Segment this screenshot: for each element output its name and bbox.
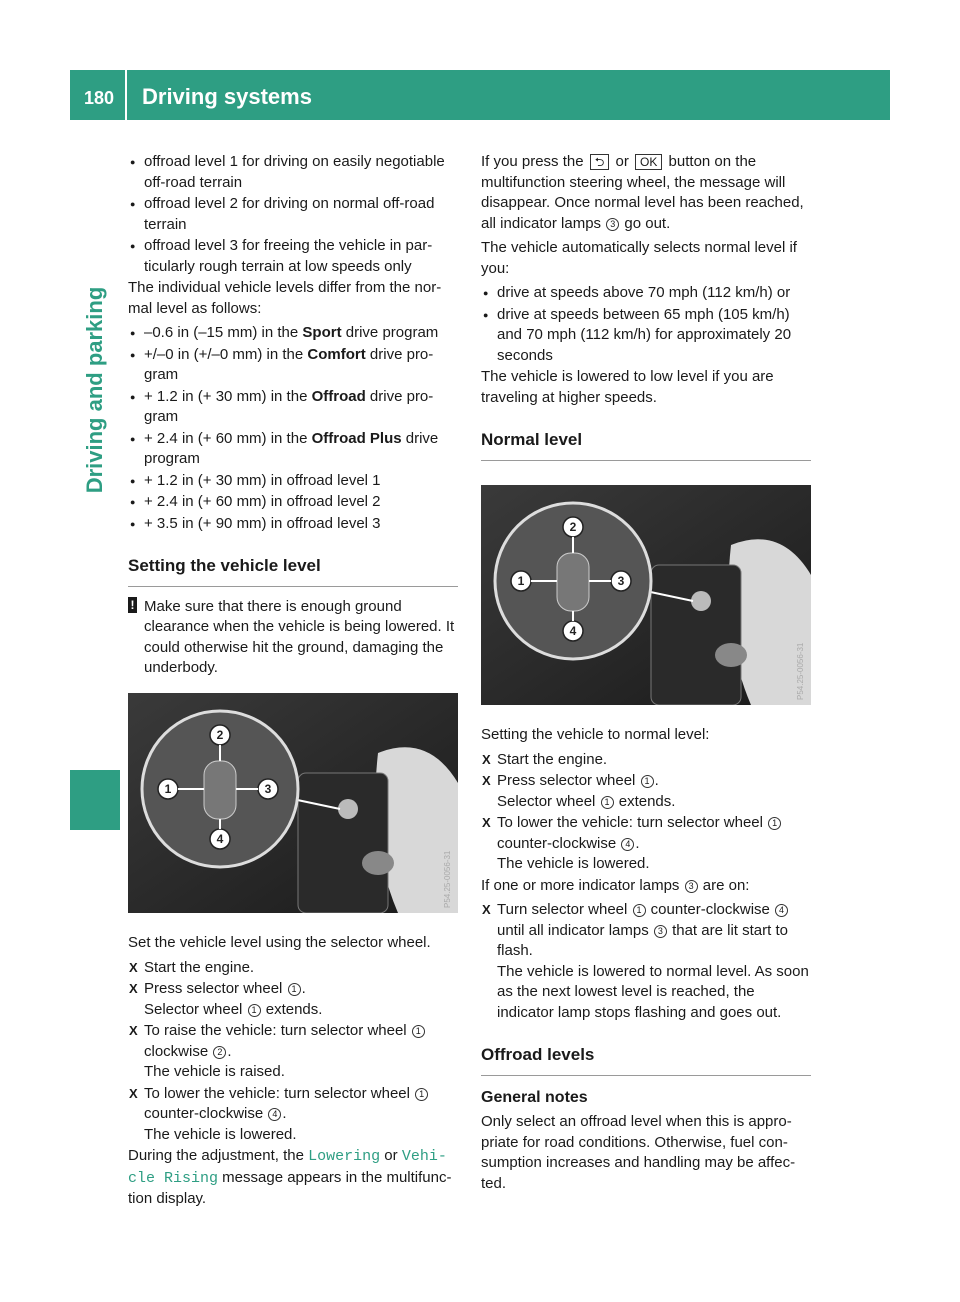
ok-key-icon: OK bbox=[635, 154, 662, 170]
svg-text:1: 1 bbox=[517, 573, 525, 588]
paragraph: The individual vehicle levels differ from the nor-mal level as follows: bbox=[128, 279, 442, 317]
step-item: X Turn selector wheel 1 counter-clockwise 4 until all indicator lamps 3 that are lit start to flash. The vehicle is lowered to normal level. As soon as the next lowest level is reached, the indicator lamp stops flashing and goes out. bbox=[481, 900, 811, 1023]
subsection-heading: General notes bbox=[481, 1088, 588, 1106]
step-item: X To lower the vehicle: turn selector wheel 1 counter-clockwise 4 . The vehicle is lowered. bbox=[128, 1084, 458, 1146]
list-item: ● drive at speeds between 65 mph (105 km/h) and 70 mph (112 km/h) for approximately 20 seconds bbox=[481, 305, 811, 367]
selector-wheel-photo bbox=[481, 485, 811, 705]
header-divider bbox=[125, 70, 127, 120]
paragraph: Only select an offroad level when this is appro-priate for road conditions. Otherwise, fuel con-sumption increases and handling may be affec-ted. bbox=[481, 1113, 796, 1192]
step-item: X To lower the vehicle: turn selector wheel 1 counter-clockwise 4 . The vehicle is lowered. bbox=[481, 813, 811, 875]
warning-note bbox=[128, 597, 458, 679]
side-section-label bbox=[70, 210, 120, 570]
chapter-title: Driving systems bbox=[142, 84, 312, 109]
svg-text:1: 1 bbox=[164, 781, 172, 796]
level-item: ● –0.6 in (–15 mm) in the Sport drive program bbox=[128, 323, 458, 344]
svg-text:3: 3 bbox=[264, 781, 272, 796]
paragraph: During the adjustment, the Lowering or Vehi‐cle Rising message appears in the multifunc-tion display. bbox=[128, 1147, 452, 1207]
paragraph: If one or more indicator lamps 3 are on: bbox=[481, 876, 750, 894]
step-item: X Start the engine. bbox=[128, 958, 458, 979]
warning-text: Make sure that there is enough ground clearance when the vehicle is being lowered. It could otherwise hit the ground, damaging the underbody. bbox=[144, 597, 455, 676]
svg-text:4: 4 bbox=[216, 831, 224, 846]
paragraph: If you press the ⮌ or OK button on the multifunction steering wheel, the message will disappear. Once normal level has been reached, all indicator lamps 3 go out. bbox=[481, 153, 804, 232]
level-item: ● + 1.2 in (+ 30 mm) in offroad level 1 bbox=[128, 471, 458, 492]
svg-text:P54.25-0056-31: P54.25-0056-31 bbox=[796, 642, 805, 700]
step-item: X Press selector wheel 1 . Selector wheel 1 extends. bbox=[128, 979, 458, 1020]
section-heading: Normal level bbox=[481, 430, 811, 461]
step-item: X Press selector wheel 1 . Selector wheel 1 extends. bbox=[481, 771, 811, 812]
paragraph: The vehicle automatically selects normal level if you: bbox=[481, 239, 797, 277]
right-column bbox=[481, 152, 811, 1198]
level-item: ● +/–0 in (+/–0 mm) in the Comfort drive pro-gram bbox=[128, 345, 458, 386]
paragraph: The vehicle is lowered to low level if you are traveling at higher speeds. bbox=[481, 368, 774, 406]
svg-text:P54.25-0056-31: P54.25-0056-31 bbox=[443, 850, 452, 908]
warning-icon: ! bbox=[128, 597, 137, 613]
selector-wheel-photo bbox=[128, 693, 458, 913]
paragraph: Set the vehicle level using the selector wheel. bbox=[128, 934, 431, 951]
svg-text:2: 2 bbox=[569, 519, 577, 534]
level-item: ● + 2.4 in (+ 60 mm) in offroad level 2 bbox=[128, 492, 458, 513]
left-column bbox=[128, 152, 458, 1214]
svg-text:4: 4 bbox=[569, 623, 577, 638]
step-item: X Start the engine. bbox=[481, 750, 811, 771]
section-heading: Offroad levels bbox=[481, 1045, 811, 1076]
list-item: ● offroad level 1 for driving on easily negotiable off-road terrain bbox=[128, 152, 458, 193]
side-label-text: Driving and parking bbox=[82, 286, 107, 494]
level-item: ● + 3.5 in (+ 90 mm) in offroad level 3 bbox=[128, 514, 458, 535]
list-item: ● offroad level 2 for driving on normal off-road terrain bbox=[128, 194, 458, 235]
svg-text:3: 3 bbox=[617, 573, 625, 588]
section-heading: Setting the vehicle level bbox=[128, 556, 458, 587]
page-header bbox=[70, 70, 890, 120]
level-item: ● + 1.2 in (+ 30 mm) in the Offroad drive pro-gram bbox=[128, 387, 458, 428]
page-number: 180 bbox=[84, 88, 115, 108]
list-item: ● drive at speeds above 70 mph (112 km/h) or bbox=[481, 283, 811, 304]
svg-text:2: 2 bbox=[216, 727, 224, 742]
list-item: ● offroad level 3 for freeing the vehicle in par-ticularly rough terrain at low speeds only bbox=[128, 236, 458, 277]
side-tab-marker bbox=[70, 770, 120, 830]
back-key-icon: ⮌ bbox=[590, 154, 610, 170]
level-item: ● + 2.4 in (+ 60 mm) in the Offroad Plus drive program bbox=[128, 429, 458, 470]
step-item: X To raise the vehicle: turn selector wheel 1 clockwise 2 . The vehicle is raised. bbox=[128, 1021, 458, 1083]
paragraph: Setting the vehicle to normal level: bbox=[481, 726, 710, 743]
